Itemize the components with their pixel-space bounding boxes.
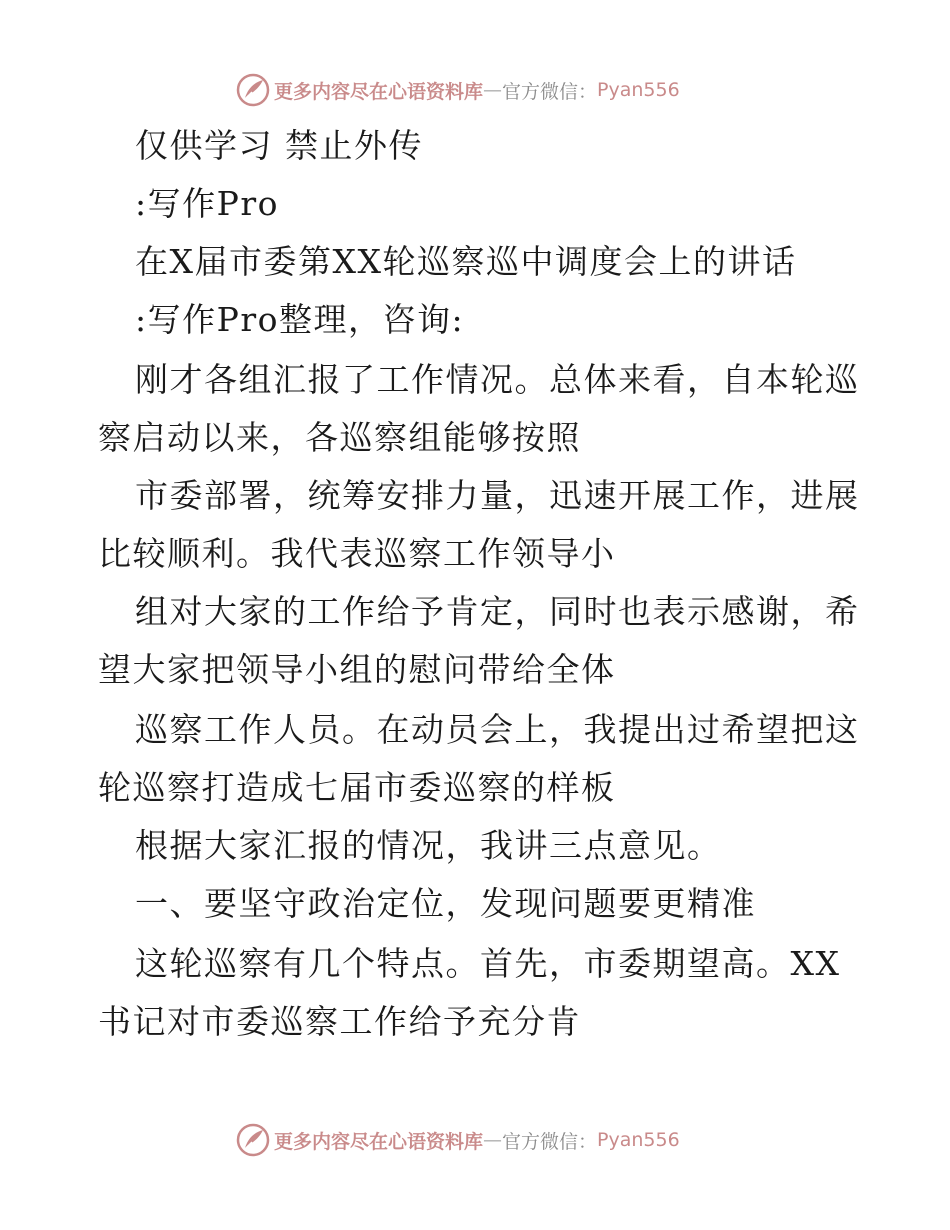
paragraph-line: 组对大家的工作给予肯定，同时也表示感谢，希 [135, 592, 860, 631]
paragraph-line: 望大家把领导小组的慰问带给全体 [98, 650, 616, 689]
watermark-prefix: 更多内容尽在心语资料库 [274, 80, 484, 103]
watermark-separator: — [483, 1129, 503, 1151]
paragraph-line: 书记对市委巡察工作给予充分肯 [98, 1002, 581, 1041]
paragraph-line: 这轮巡察有几个特点。首先，市委期望高。XX [135, 944, 841, 983]
paragraph-line: 察启动以来，各巡察组能够按照 [98, 418, 581, 457]
header-watermark [236, 73, 680, 107]
paragraph-line: 巡察工作人员。在动员会上，我提出过希望把这 [135, 710, 860, 749]
feather-pen-logo-icon [236, 1123, 270, 1157]
section-heading: 一、要坚守政治定位，发现问题要更精准 [135, 884, 756, 923]
notice-line: 仅供学习 禁止外传 [135, 126, 423, 165]
paragraph-line: 市委部署，统筹安排力量，迅速开展工作，进展 [135, 476, 860, 515]
watermark-middle: 官方微信： [502, 1130, 598, 1153]
paragraph-line: 轮巡察打造成七届市委巡察的样板 [98, 768, 616, 807]
document-title: 在X届市委第XX轮巡察巡中调度会上的讲话 [135, 242, 797, 281]
feather-pen-logo-icon [236, 73, 270, 107]
watermark-prefix: 更多内容尽在心语资料库 [274, 1130, 484, 1153]
watermark-middle: 官方微信： [502, 80, 598, 103]
watermark-account: Pyan556 [597, 1129, 680, 1151]
compiler-line: :写作Pro整理，咨询: [135, 300, 465, 339]
author-line: :写作Pro [135, 184, 279, 223]
watermark-separator: — [483, 79, 503, 101]
paragraph-line: 根据大家汇报的情况，我讲三点意见。 [135, 826, 722, 865]
watermark-account: Pyan556 [597, 79, 680, 101]
footer-watermark [236, 1123, 680, 1157]
paragraph-line: 刚才各组汇报了工作情况。总体来看，自本轮巡 [135, 360, 860, 399]
paragraph-line: 比较顺利。我代表巡察工作领导小 [98, 534, 616, 573]
